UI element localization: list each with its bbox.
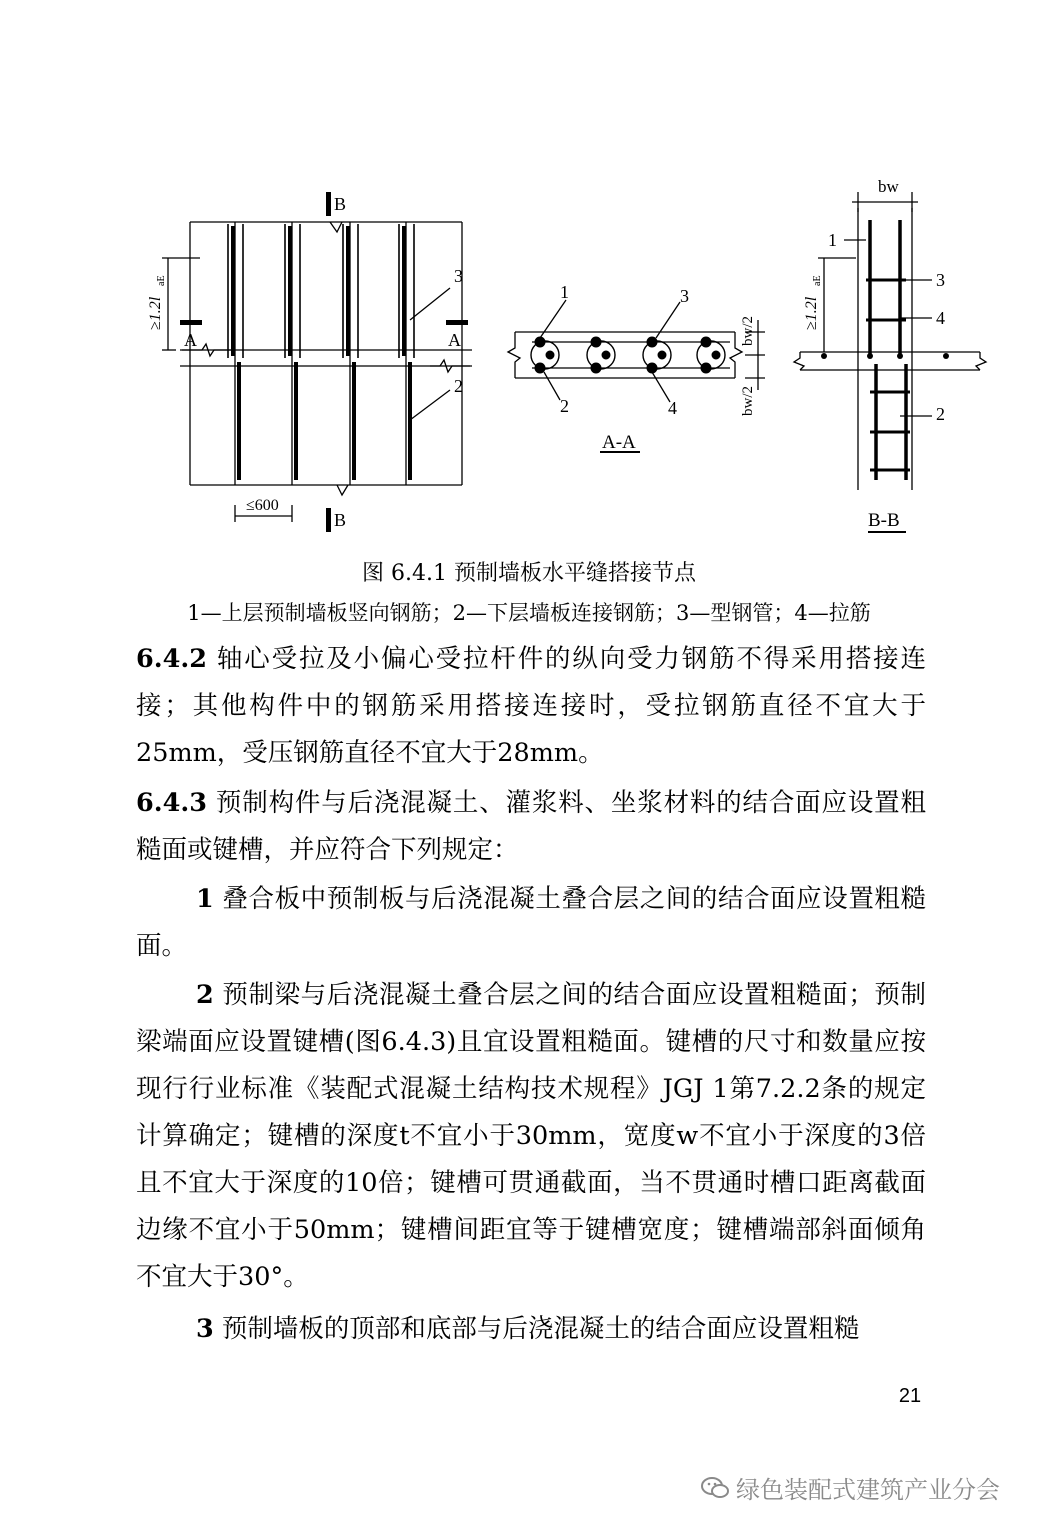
callout-2a: 2 — [454, 376, 463, 396]
section-aa-title: A-A — [602, 432, 636, 453]
clause-6-4-3 — [136, 780, 926, 874]
callout-2c: 2 — [936, 404, 945, 424]
item-1 — [136, 876, 926, 970]
callout-2b: 2 — [560, 396, 569, 416]
callout-1b: 1 — [560, 282, 569, 302]
label-b-bottom: B — [334, 510, 347, 530]
clause-text: 轴心受拉及小偏心受拉杆件的纵向受力钢筋不得采用搭接连接；其他构件中的钢筋采用搭接连接时，受拉钢筋直径不宜大于25mm，受压钢筋直径不宜大于28mm。 — [136, 644, 926, 768]
clause-6-4-2 — [136, 636, 926, 777]
clause-number: 6.4.2 — [136, 644, 207, 674]
watermark — [700, 1470, 1000, 1505]
watermark-text: 绿色装配式建筑产业分会 — [736, 1476, 1000, 1504]
callout-3b: 3 — [680, 286, 689, 306]
callout-3a: 3 — [454, 266, 463, 286]
item-3 — [136, 1306, 926, 1353]
item-number: 1 — [196, 884, 214, 914]
wechat-icon — [700, 1475, 730, 1501]
section-bb-title: B-B — [868, 510, 900, 531]
callout-1c: 1 — [828, 230, 837, 250]
item-number: 3 — [196, 1314, 214, 1344]
bw-label: bw — [878, 180, 899, 196]
figure-caption: 图 6.4.1 预制墙板水平缝搭接节点 — [362, 561, 696, 586]
dim-left-label: ≥1.2l — [147, 296, 164, 330]
bw-half-bottom: bw/2 — [740, 386, 756, 416]
clause-number: 6.4.3 — [136, 788, 207, 818]
item-text: 叠合板中预制板与后浇混凝土叠合层之间的结合面应设置粗糙面。 — [136, 884, 926, 961]
dim-right-label: ≥1.2l — [803, 296, 820, 330]
item-text: 预制梁与后浇混凝土叠合层之间的结合面应设置粗糙面；预制梁端面应设置键槽(图6.4.3)且宜设置粗糙面。键槽的尺寸和数量应按现行行业标准《装配式混凝土结构技术规程》JGJ 1第7.2.2条的规定计算确定；键槽的深度t不宜小于30mm，宽度w不宜小于深度的3倍且不宜大于深度的10倍；键槽可贯通截面，当不贯通时槽口距离截面边缘不宜小于50mm；键槽间距宜等于键槽宽度；键槽端部斜面倾角不宜大于30°。 — [136, 980, 926, 1292]
label-a-left: A — [184, 330, 197, 350]
item-2 — [136, 972, 926, 1301]
item-text: 预制墙板的顶部和底部与后浇混凝土的结合面应设置粗糙 — [213, 1314, 860, 1344]
spacing-label: ≤600 — [246, 497, 279, 514]
callout-4b: 4 — [668, 398, 677, 418]
clause-text: 预制构件与后浇混凝土、灌浆料、坐浆材料的结合面应设置粗糙面或键槽，并应符合下列规定： — [136, 788, 926, 865]
label-b-top: B — [334, 194, 347, 214]
item-number: 2 — [196, 980, 214, 1010]
page-number: 21 — [898, 1385, 922, 1407]
dim-left-sub: aE — [156, 275, 167, 286]
bw-half-top: bw/2 — [740, 316, 756, 346]
callout-4c: 4 — [936, 308, 945, 328]
dim-right-sub: aE — [812, 275, 823, 286]
figure-legend: 1—上层预制墙板竖向钢筋；2—下层墙板连接钢筋；3—型钢管；4—拉筋 — [187, 601, 871, 625]
figure-6-4-1 — [140, 180, 1000, 540]
callout-3c: 3 — [936, 270, 945, 290]
label-a-right: A — [448, 330, 461, 350]
